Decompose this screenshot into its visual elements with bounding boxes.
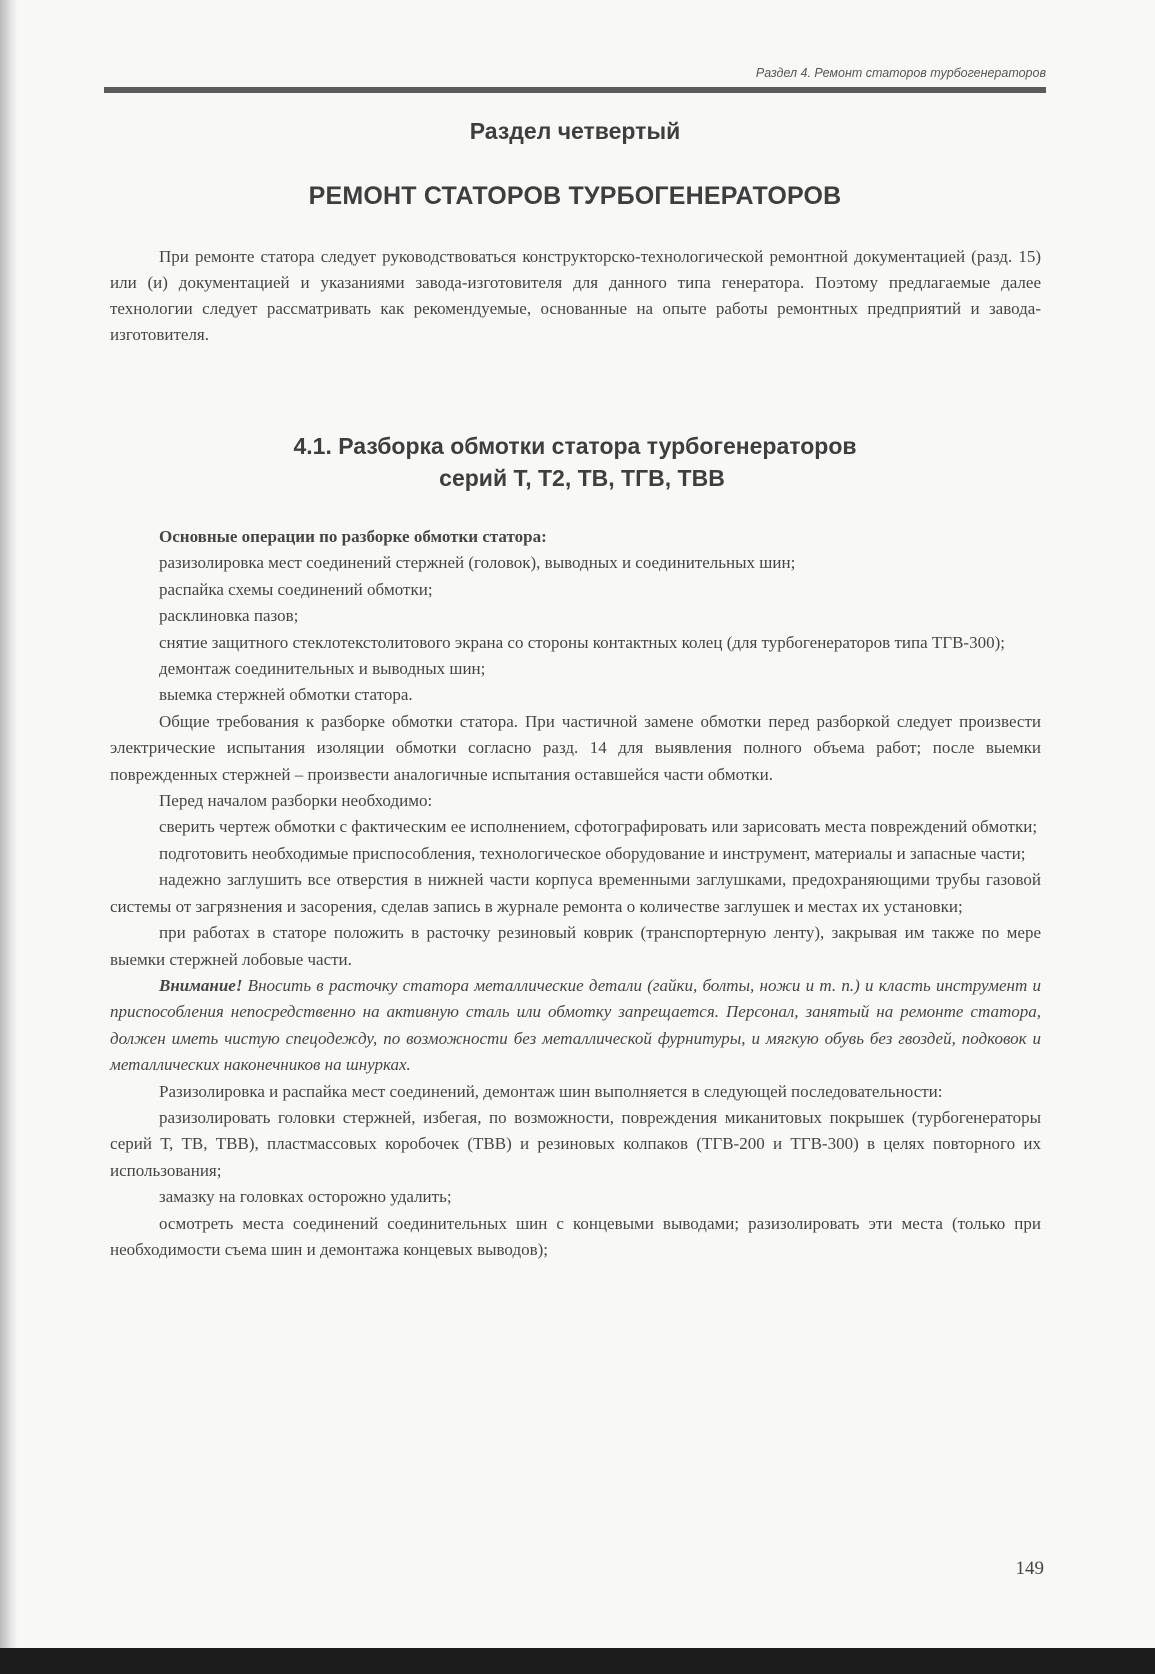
header-rule — [104, 87, 1046, 93]
list-item: осмотреть места соединений соединительных шин с концевыми выводами; разизолировать эти места (только при необходимости съема шин и демонтажа концевых выводов); — [110, 1213, 1041, 1259]
list-item: разизолировка мест соединений стержней (головок), выводных и соединительных шин; — [159, 553, 796, 573]
subsection-title-line-1: 4.1. Разборка обмотки статора турбогенераторов — [293, 433, 857, 459]
subsection-title-line-2: серий Т, Т2, ТВ, ТГВ, ТВВ — [439, 465, 725, 491]
list-item: сверить чертеж обмотки с фактическим ее исполнением, сфотографировать или зарисовать места повреждений обмотки; — [159, 817, 1038, 837]
intro-paragraph: При ремонте статора следует руководствоваться конструкторско-технологической ремонтной документацией (разд. 15) или (и) документацией и указаниями завода-изготовителя для данного типа генератора. Поэтому предлагаемые далее технологии следует рассматривать как рекомендуемые, основанные на опыте работы ремонтных предприятий и завода-изготовителя. — [110, 247, 1041, 344]
list-item: надежно заглушить все отверстия в нижней части корпуса временными заглушками, предохраняющими трубы газовой системы от загрязнения и засорения, сделав запись в журнале ремонта о количестве заглушек и местах их установки; — [110, 870, 1041, 916]
warning-label: Внимание! — [159, 975, 243, 995]
list-item: расклиновка пазов; — [159, 606, 299, 626]
list-item: демонтаж соединительных и выводных шин; — [159, 659, 486, 679]
paragraph: Общие требования к разборке обмотки статора. При частичной замене обмотки перед разборкой следует произвести электрические испытания изоляции обмотки согласно разд. 14 для выявления полного объема работ; после выемки поврежденных стержней – произвести аналогичные испытания оставшейся части обмотки. — [110, 711, 1041, 784]
list-item: при работах в статоре положить в расточку резиновый коврик (транспортерную ленту), закрывая им также по мере выемки стержней лобовые части. — [110, 923, 1041, 969]
operations-heading: Основные операции по разборке обмотки статора: — [159, 527, 547, 546]
body-text — [110, 524, 1041, 1263]
list-item: снятие защитного стеклотекстолитового экрана со стороны контактных колец (для турбогенераторов типа ТГВ-300); — [159, 632, 1005, 652]
subsection-title — [104, 430, 1046, 494]
warning-paragraph — [110, 973, 1041, 1079]
page-binding-shadow — [0, 0, 18, 1674]
warning-text: Вносить в расточку статора металлические детали (гайки, болты, ножи и т. п.) и класть инструмент и приспособления непосредственно на активную сталь или обмотку запрещается. Персонал, занятый на ремонте статора, должен иметь чистую спецодежду, по возможности без металлической фурнитуры, и мягкую обувь без гвоздей, подковок и металлических наконечников на шнурках. — [110, 975, 1041, 1075]
page-number: 149 — [1015, 1558, 1044, 1579]
section-title: РЕМОНТ СТАТОРОВ ТУРБОГЕНЕРАТОРОВ — [308, 182, 842, 210]
scan-bottom-edge — [0, 1648, 1155, 1674]
list-item: выемка стержней обмотки статора. — [159, 685, 413, 705]
paragraph: Перед началом разборки необходимо: — [159, 791, 433, 811]
list-item: распайка схемы соединений обмотки; — [159, 579, 433, 599]
paragraph: Разизолировка и распайка мест соединений, демонтаж шин выполняется в следующей последовательности: — [159, 1081, 943, 1101]
section-label: Раздел четвертый — [469, 118, 681, 144]
list-item: подготовить необходимые приспособления, технологическое оборудование и инструмент, материалы и запасные части; — [159, 843, 1026, 863]
list-item: замазку на головках осторожно удалить; — [159, 1187, 452, 1207]
running-head: Раздел 4. Ремонт статоров турбогенераторов — [755, 66, 1046, 80]
list-item: разизолировать головки стержней, избегая, по возможности, повреждения миканитовых покрышек (турбогенераторы серий Т, ТВ, ТВВ), пластмассовых коробочек (ТВВ) и резиновых колпаков (ТГВ-200 и ТГВ-300) в целях повторного их использования; — [110, 1107, 1041, 1180]
